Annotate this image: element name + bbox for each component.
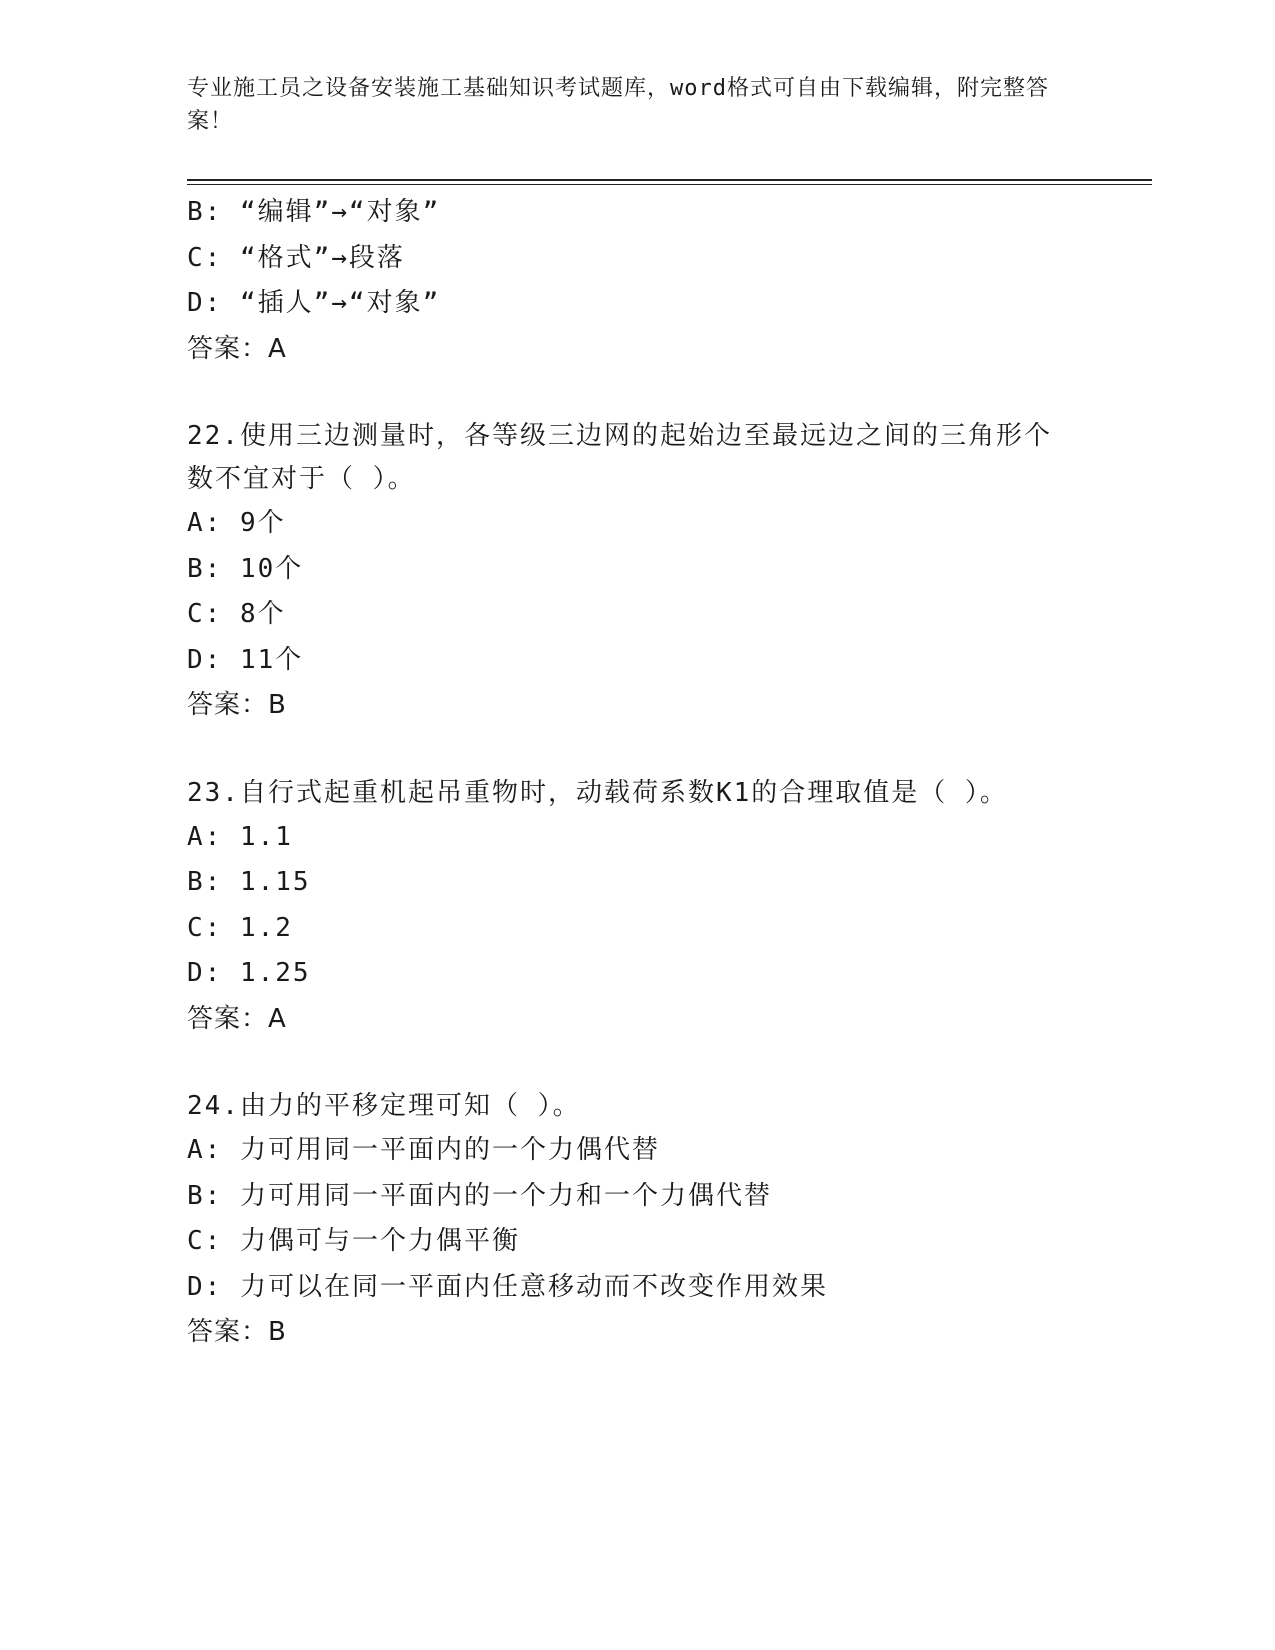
question-stem: 23.自行式起重机起吊重物时，动载荷系数K1的合理取值是（ ）。 [187, 777, 1008, 808]
document-header-title: 专业施工员之设备安装施工基础知识考试题库，word格式可自由下载编辑，附完整答案！ [187, 76, 1049, 134]
header-divider-thick [187, 179, 1152, 181]
answer-line: 答案：B [187, 690, 287, 720]
option-line: A: 9个 [187, 508, 286, 538]
option-line: D: “插人”→“对象” [187, 288, 441, 318]
question-stem: 22.使用三边测量时，各等级三边网的起始边至最远边之间的三角形个 [187, 421, 1052, 451]
question-block-22 [187, 415, 1107, 729]
question-block-23 [187, 772, 1107, 1043]
answer-line: 答案：B [187, 1317, 287, 1347]
option-line: A: 1.1 [187, 821, 293, 852]
option-line: B: 力可用同一平面内的一个力和一个力偶代替 [187, 1180, 772, 1211]
option-line: B: 10个 [187, 553, 304, 584]
answer-line: 答案：A [187, 333, 287, 364]
question-block-24 [187, 1085, 1107, 1356]
question-stem: 24.由力的平移定理可知（ ）。 [187, 1091, 581, 1121]
option-line: B: “编辑”→“对象” [187, 197, 441, 227]
question-stem: 数不宜对于（ ）。 [187, 464, 416, 494]
header-divider-thin [187, 184, 1152, 185]
answer-line: 答案：A [187, 1003, 287, 1034]
option-line: A: 力可用同一平面内的一个力偶代替 [187, 1135, 660, 1165]
question-content [187, 190, 1107, 1356]
option-line: D: 力可以在同一平面内任意移动而不改变作用效果 [187, 1271, 828, 1302]
option-line: B: 1.15 [187, 867, 311, 897]
option-line: D: 1.25 [187, 958, 311, 988]
option-line: C: 8个 [187, 599, 286, 629]
option-line: D: 11个 [187, 644, 304, 675]
option-line: C: 1.2 [187, 912, 293, 943]
option-line: C: 力偶可与一个力偶平衡 [187, 1226, 520, 1256]
option-line: C: “格式”→段落 [187, 242, 405, 273]
prev-question-block [187, 190, 1107, 372]
